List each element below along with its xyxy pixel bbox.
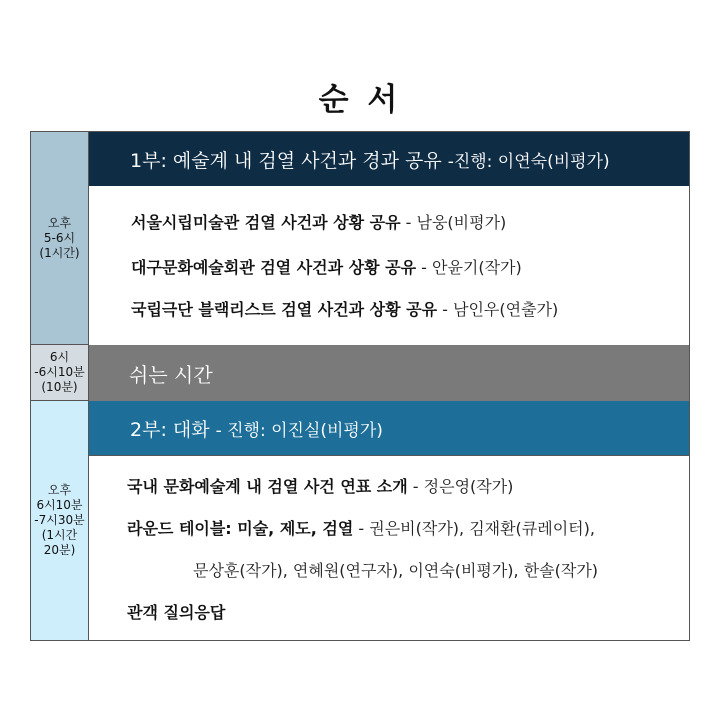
item-topic: 대구문화예술회관 검열 사건과 상황 공유 [131, 258, 417, 277]
time-label-part1: 오후 5-6시 (1시간) [39, 215, 80, 260]
list-item [127, 516, 595, 539]
item-topic: 서울시립미술관 검열 사건과 상황 공유 [131, 213, 401, 232]
item-topic: 관객 질의응답 [127, 603, 226, 622]
time-cell-break [31, 345, 89, 401]
part1-header [89, 132, 689, 186]
list-item [131, 210, 506, 233]
item-speaker-continued: 문상훈(작가), 연혜원(연구자), 이연숙(비평가), 한솔(작가) [193, 561, 599, 580]
item-topic: 국립극단 블랙리스트 검열 사건과 상황 공유 [131, 300, 438, 319]
time-cell-part2 [31, 401, 89, 640]
part2-heading: 2부: 대화 [130, 418, 210, 441]
list-item [131, 255, 522, 278]
item-speaker: - 안윤기(작가) [416, 258, 522, 277]
part2-host: - 진행: 이진실(비평가) [215, 420, 383, 441]
item-speaker: - 권은비(작가), 김재환(큐레이터), [353, 519, 595, 538]
list-item [193, 558, 598, 581]
item-speaker: - 남인우(연출가) [437, 300, 559, 319]
break-heading: 쉬는 시간 [129, 362, 213, 387]
list-item [131, 297, 558, 320]
part1-host: -진행: 이연숙(비평가) [447, 151, 610, 172]
list-item [127, 474, 513, 497]
item-topic: 국내 문화예술계 내 검열 사건 연표 소개 [127, 477, 408, 496]
time-label-break: 6시 -6시10분 (10분) [34, 350, 85, 394]
part1-heading: 1부: 예술계 내 검열 사건과 경과 공유 [130, 149, 442, 172]
item-speaker: - 정은영(작가) [407, 477, 514, 496]
item-topic: 라운드 테이블: 미술, 제도, 검열 [127, 519, 354, 538]
part2-header [89, 401, 689, 455]
time-cell-part1 [31, 132, 89, 345]
list-item [127, 600, 225, 623]
schedule-table [30, 131, 690, 641]
break-header [89, 345, 689, 401]
page-title: 순 서 [318, 82, 402, 118]
time-label-part2: 오후 6시10분 -7시30분 (1시간 20분) [34, 483, 85, 557]
part1-items [89, 186, 689, 345]
part2-items [89, 455, 689, 640]
item-speaker: - 남웅(비평가) [400, 213, 507, 232]
